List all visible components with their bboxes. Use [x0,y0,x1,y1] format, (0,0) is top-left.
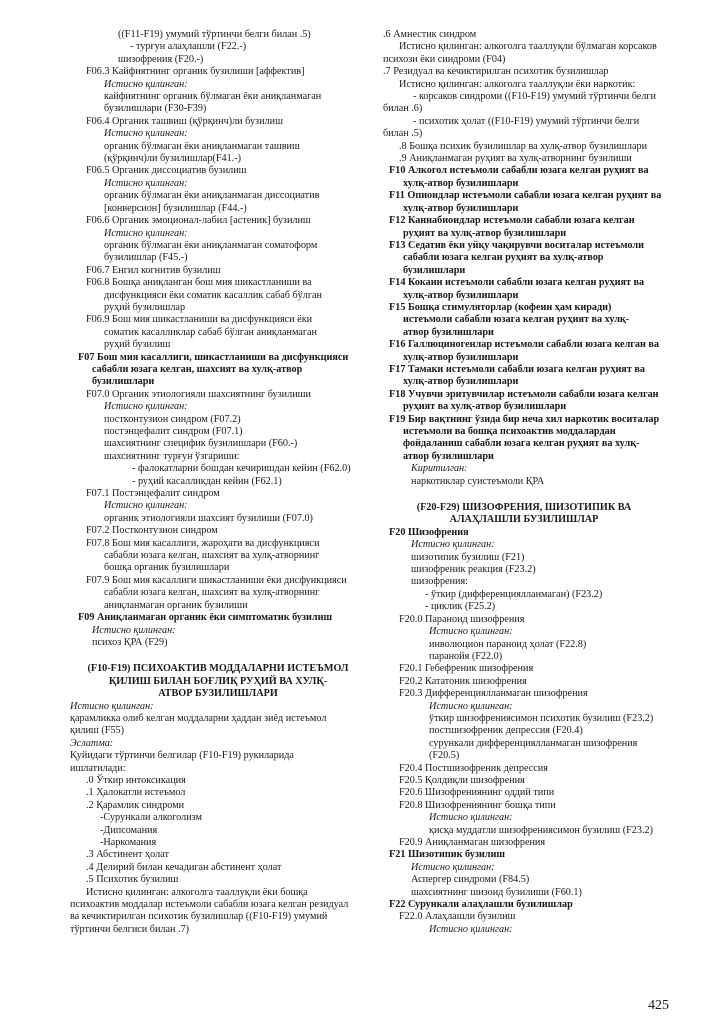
text-line: Қуйидаги тўртинчи белгилар (F10-F19) рукнларида [70,750,294,762]
text-line: шахсиятнинг специфик бузилишлари (F60.-) [104,438,298,450]
category-heading: хулқ-атвор бузилишлари [403,177,519,189]
left-column [70,29,366,936]
text-line: - фалокатларни бошдан кечиришдан кейин (F62.0) [132,463,351,475]
category-heading: F12 Каннабиоидлар истеъмоли сабабли юзага келган [389,215,635,227]
category-heading: F13 Седатив ёки уйқу чақирувчи воситалар истеъмоли [389,239,644,251]
text-line: F06.6 Органик эмоционал-лабил [астеник] бузилиш [86,215,311,227]
text-line: (қўрқинч)ли бузилишлар(F41.-) [104,153,242,165]
text-line: шизотипик бузилиш (F21) [411,551,525,563]
text-line: .1 Ҳалокатли истеъмол [86,787,186,799]
category-heading: истеъмоли сабабли юзага келган руҳият ва хулқ- [403,314,630,326]
text-line: шахсиятнинг турғун ўзгариши: [104,450,240,462]
category-heading: хулқ-атвор бузилишлари [403,351,519,363]
text-line: шизофреник реакция (F23.2) [411,564,536,576]
note-label: Истисно қилинган: [104,128,188,140]
text-line: - турғун алаҳлашли (F22.-) [130,41,247,53]
category-heading: F09 Аниқланмаган органик ёки симптоматик бузилиш [78,612,333,624]
text-line: .3 Абстинент ҳолат [86,849,169,861]
text-line: паранойя (F22.0) [429,650,503,662]
note-label: Истисно қилинган: [104,78,188,90]
category-heading: F14 Кокаин истеъмоли сабабли юзага келган руҳият ва [389,277,645,289]
text-line: -Дипсомания [100,824,158,836]
text-line: F20.9 Аниқланмаган шизофрения [399,837,546,848]
text-line: инволюцион параноид ҳолат (F22.8) [429,638,587,650]
text-line: - ўткир (дифференциялланмаган) (F23.2) [425,588,603,600]
text-line: қисқа муддатли шизофрениясимон бузилиш (F23.2) [429,824,653,836]
text-line: органик бўлмаган ёки аниқланмаган диссоциатив [104,190,320,202]
text-line: қилиш (F55) [70,725,124,737]
text-line: F07.8 Бош мия касаллиги, жароҳати ва дисфункцияси [86,537,320,549]
text-line: руҳий бузилиш [104,339,171,351]
text-line: қарамликка олиб келган моддаларни ҳаддан зиёд истеъмол [70,712,327,724]
text-line: .9 Аниқланмаган руҳият ва хулқ-атворнинг бузилиши [399,153,632,165]
text-line: постшизофреник депрессия (F20.4) [429,725,583,737]
category-heading: атвор бузилишлари [403,326,494,338]
text-line: сабабли юзага келган, шахсият ва хулқ-атворнинг [104,587,320,599]
text-line: органик бўлмаган ёки аниқланмаган ташвиш [104,140,300,152]
text-line: - циклик (F25.2) [425,601,496,613]
text-line: F22.0 Алаҳлашли бузилиш [399,911,516,923]
right-column [383,29,665,936]
section-gap [383,488,665,502]
text-line: шизофрения: [411,576,468,588]
text-line: F20.8 Шизофрениянинг бошқа типи [399,799,556,811]
text-line: тўртинчи белгиси билан .7) [70,923,190,935]
category-heading: руҳият ва хулқ-атвор бузилишлари [403,401,567,413]
text-line: аниқланмаган органик бузилиши [104,599,248,611]
text-line: ўткир шизофрениясимон психотик бузилиш (F23.2) [429,712,654,724]
text-line: - корсаков синдроми ((F10-F19) умумий тўртинчи белги [413,91,657,103]
text-line: .8 Бошқа психик бузилишлар ва хулқ-атвор бузилишлари [399,140,648,152]
section-heading: АЛАҲЛАШЛИ БУЗИЛИШЛАР [449,514,599,526]
category-heading: сабабли юзага келган руҳият ва хулқ-атвор [403,252,604,264]
note-label: Истисно қилинган: [429,812,513,824]
note-label: Истисно қилинган: [411,861,495,873]
text-line: .6 Амнестик синдром [383,29,477,40]
text-line: бузилишлар (F45.-) [104,252,188,264]
text-line: постконтузион синдром (F07.2) [104,413,241,425]
text-line: постэнцефалит синдром (F07.1) [104,426,243,437]
note-label: Истисно қилинган: [104,401,188,413]
category-heading: хулқ-атвор бузилишлари [403,289,519,301]
text-line: -Сурункали алкоголизм [100,812,202,824]
section-heading: (F20-F29) ШИЗОФРЕНИЯ, ШИЗОТИПИК ВА [416,502,632,514]
text-line: сурункали дифференциялланмаган шизофрения [429,737,638,749]
text-line: F20.2 Кататоник шизофрения [399,675,527,687]
text-line: билан .6) [383,103,423,115]
text-line: психоз ҚРА (F29) [92,636,168,648]
category-heading: F20 Шизофрения [389,526,469,538]
text-line: F06.3 Кайфиятнинг органик бузилиши [аффектив] [86,66,305,78]
category-heading: истеъмоли ва бошқа психоактив моддалардан [403,426,616,437]
text-line: .0 Ўткир интоксикация [86,774,186,786]
category-heading: атвор бузилишлари [403,450,494,462]
text-line: Истисно қилинган: алкоголга тааллуқли бўлмаган корсаков [399,41,657,53]
text-line: F06.5 Органик диссоциатив бузилиш [86,165,247,177]
text-line: [конверсион] бузилишлар (F44.-) [104,202,247,214]
text-line: руҳий бузилишлар [104,301,186,313]
text-line: бошқа органик бузилишлари [104,562,230,574]
category-heading: хулқ-атвор бузилишлари [403,202,519,214]
category-heading: F11 Опиоидлар истеъмоли сабабли юзага келган руҳият ва [389,190,662,202]
category-heading: F18 Учувчи эритувчилар истеъмоли сабабли юзага келган [389,388,659,400]
note-label: Истисно қилинган: [104,177,188,189]
text-line: .4 Делирий билан кечадиган абстинент ҳолат [86,861,282,873]
category-heading: хулқ-атвор бузилишлари [403,376,519,388]
text-line: органик бўлмаган ёки аниқланмаган соматоформ [104,239,318,251]
text-line: Аспергер синдроми (F84.5) [411,874,530,886]
category-heading: фойдаланиш сабабли юзага келган руҳият ва хулқ- [403,438,640,450]
category-heading: бузилишлари [92,376,155,388]
text-line: ва кечиктирилган психотик бузилишлар ((F10-F19) умумий [70,911,328,923]
text-line: органик этиологияли шахсият бузилиши (F07.0) [104,512,313,524]
category-heading: руҳият ва хулқ-атвор бузилишлари [403,227,567,239]
text-line: сабабли юзага келган, шахсият ва хулқ-атворнинг [104,550,320,562]
section-heading: (F10-F19) ПСИХОАКТИВ МОДДАЛАРНИ ИСТЕЪМОЛ [87,663,349,675]
note-label: Киритилган: [411,463,468,475]
text-line: -Наркомания [100,837,157,848]
text-line: бузилишлари (F30-F39) [104,103,207,115]
category-heading: F15 Бошқа стимуляторлар (кофеин ҳам киради) [389,301,612,313]
section-heading: ҚИЛИШ БИЛАН БОҒЛИҚ РУҲИЙ ВА ХУЛҚ- [108,675,328,687]
category-heading: F17 Тамаки истеъмоли сабабли юзага келган руҳият ва [389,363,645,375]
text-line: F20.3 Дифференциялланмаган шизофрения [399,688,588,700]
note-label: Истисно қилинган: [429,700,513,712]
text-line: психоактив моддалар истеъмоли сабабли юзага келган резидуал [70,899,349,911]
text-line: F06.9 Бош мия шикастланиши ва дисфункцияси ёки [86,314,313,326]
text-line: F07.0 Органик этиологияли шахсиятнинг бузилиши [86,388,311,400]
text-line: F06.8 Бошқа аниқланган бош мия шикастланиши ва [86,277,312,289]
text-line: соматик касалликлар сабаб бўлган аниқланмаган [104,326,317,338]
text-line: Истисно қилинган: алкоголга тааллуқли ёки наркотик: [399,78,636,90]
text-line: наркотиклар суистеъмоли ҚРА [411,475,545,487]
note-label: Истисно қилинган: [70,700,154,712]
note-label: Эслатма: [70,737,114,749]
text-line: - психотик ҳолат ((F10-F19) умумий тўртинчи белги [413,115,640,127]
text-line: F20.0 Параноид шизофрения [399,613,525,625]
text-line: F07.1 Постэнцефалит синдром [86,488,220,500]
text-line: - руҳий касалликдан кейин (F62.1) [132,475,282,487]
text-line: психози ёки синдроми (F04) [383,53,506,65]
category-heading: F19 Бир вақтнинг ўзида бир неча хил наркотик воситалар [389,413,660,425]
section-heading: АТВОР БУЗИЛИШЛАРИ [158,688,278,700]
text-line: шизофрения (F20.-) [118,53,204,65]
text-line: ((F11-F19) умумий тўртинчи белги билан .5) [118,29,311,40]
category-heading: F10 Алкогол истеъмоли сабабли юзага келган руҳият ва [389,165,649,177]
section-gap [70,649,366,663]
text-line: F20.6 Шизофрениянинг оддий типи [399,787,555,799]
text-line: F20.1 Гебефреник шизофрения [399,663,534,675]
category-heading: сабабли юзага келган, шахсият ва хулқ-атвор [92,363,303,375]
text-line: .5 Психотик бузилиш [86,874,179,886]
page-number: 425 [648,998,669,1013]
note-label: Истисно қилинган: [411,539,495,551]
text-line: дисфункцияси ёки соматик касаллик сабаб бўлган [104,289,322,301]
category-heading: F22 Сурункали алаҳлашли бузилишлар [389,899,573,911]
text-line: F06.7 Енгил когнитив бузилиш [86,264,221,276]
text-line: ишлатилади: [70,762,126,774]
text-line: шахсиятнинг шизоид бузилиши (F60.1) [411,886,582,898]
note-label: Истисно қилинган: [429,923,513,935]
text-line: кайфиятнинг органик бўлмаган ёки аниқланмаган [104,91,322,103]
text-line: F20.5 Қолдиқли шизофрения [399,774,525,786]
category-heading: F07 Бош мия касаллиги, шикастланиши ва дисфункцияси [78,351,349,363]
note-label: Истисно қилинган: [92,624,176,636]
text-line: F06.4 Органик ташвиш (қўрқинч)ли бузилиш [86,115,283,127]
text-line: (F20.5) [429,750,460,762]
text-line: .7 Резидуал ва кечиктирилган психотик бузилишлар [383,66,609,78]
text-line: F20.4 Постшизофреник депрессия [399,762,548,774]
category-heading: F21 Шизотипик бузилиш [389,849,505,861]
note-label: Истисно қилинган: [429,626,513,638]
note-label: Истисно қилинган: [104,500,188,512]
text-line: билан .5) [383,128,423,140]
text-line: F07.9 Бош мия касаллиги шикастланиши ёки дисфункцияси [86,574,347,586]
category-heading: F16 Галлюциногенлар истеъмоли сабабли юзага келган ва [389,339,660,351]
text-line: F07.2 Постконтузион синдром [86,525,218,537]
text-line: .2 Қарамлик синдроми [86,799,185,811]
note-label: Истисно қилинган: [104,227,188,239]
text-line: Истисно қилинган: алкоголга тааллуқли ёки бошқа [86,886,308,898]
category-heading: бузилишлари [403,264,466,276]
